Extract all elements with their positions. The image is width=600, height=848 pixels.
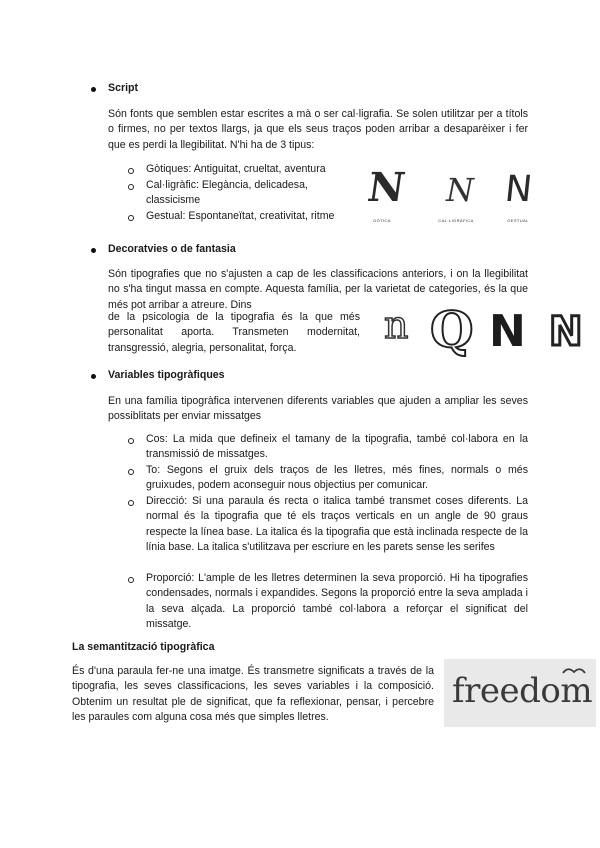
gothic-glyph: N <box>364 164 408 211</box>
decorative-glyph-bold-n: N <box>489 306 526 357</box>
script-item-gestural: Gestual: Espontaneïtat, creativitat, ritme <box>146 210 335 222</box>
decorative-paragraph: Són tipografies que no s'ajusten a cap de les classificacions anteriors, i on la llegibilitat no s'ha tingut massa en compte. Aquesta família, per la varietat de categories, és la que més pot arribar a atreure. Dins <box>108 268 528 311</box>
caption-calligraphic: CAL·LIGRÀFICA <box>438 218 474 223</box>
freedom-bird-icon <box>562 665 586 677</box>
script-paragraph: Són fonts que semblen estar escrites a mà o ser cal·ligrafia. Se solen utilitzar per a títols o firmes, no per textos llargs, ja que els seus traços poden arribar a desaparèixer i fer que es perdi la llegibilitat. N'hi ha de 3 tipus: <box>108 108 528 151</box>
freedom-image <box>444 659 596 727</box>
caption-gestural: GESTUAL <box>507 218 529 223</box>
sub-bullet <box>128 184 134 190</box>
variable-item-to: To: Segons el gruix dels traços de les lletres, més fines, normals o més gruixudes, podem aconseguir nous objectius per comunicar. <box>146 464 528 492</box>
script-heading: Script <box>108 82 139 94</box>
sub-bullet <box>128 168 134 174</box>
sub-bullet <box>128 215 134 221</box>
bullet-variables <box>91 374 96 379</box>
decorative-glyph-dotted-n: N <box>549 309 583 355</box>
semantic-heading: La semantització tipogràfica <box>72 641 215 653</box>
caption-gothic: GÒTICA <box>373 218 391 223</box>
variables-heading: Variables tipogràfiques <box>108 369 225 381</box>
variables-paragraph: En una família tipogràfica intervenen diferents variables que ajuden a ampliar les seves possiblitats per enviar missatges <box>108 395 528 423</box>
sub-bullet <box>128 438 134 444</box>
script-item-calligraphic: Cal·ligràfic: Elegància, delicadesa, classicisme <box>146 179 308 207</box>
script-item-gothic: Gòtiques: Antiguitat, crueltat, aventura <box>146 163 326 175</box>
sub-bullet <box>128 469 134 475</box>
decorative-paragraph-wrap <box>108 310 360 356</box>
variable-item-cos: Cos: La mida que defineix el tamany de la tipografia, també col·labora en la transmissió de missatges. <box>146 433 528 461</box>
semantic-paragraph: És d'una paraula fer-ne una imatge. És transmetre significats a través de la tipografia, les seves classificacions, les seves variables i la composició. Obtenim un resultat ple de significat, que fa reflexionar, pensar, i percebre les paraules com alguna cosa més que simples lletres. <box>72 665 434 724</box>
sub-bullet <box>128 577 134 583</box>
sub-bullet <box>128 500 134 506</box>
variable-item-direccio: Direcció: Si una paraula és recta o italica també transmet coses diferents. La normal és la tipografia que té els traços verticals en un angle de 90 graus respecte la línea base. La italica és la tipografia que està inclinada respecte de la línia base. La italica s'utilitzava per escriure en les parets sense les serifes <box>146 495 528 554</box>
bullet-decorative <box>91 248 96 253</box>
decorative-glyph-outline-n: n <box>384 303 409 347</box>
variable-item-proporcio: Proporció: L'ample de les lletres determinen la seva proporció. Hi ha tipografies condensades, normals i expandides. Segons la proporció entre la seva amplada i la seva alçada. La proporció també col·labora a reforçar el significat del missatge. <box>146 572 528 631</box>
decorative-heading: Decoratvies o de fantasia <box>108 243 236 255</box>
decorative-glyph-ribbon: Q <box>430 300 474 359</box>
decorative-paragraph-part2 <box>108 310 360 358</box>
freedom-word: freedom <box>452 671 593 711</box>
bullet-script <box>91 87 96 92</box>
calligraphic-glyph: N <box>446 171 474 209</box>
gestural-glyph: N <box>502 169 535 210</box>
decorative-paragraph-rest: de la psicologia de la tipografia és la que més personalitat aporta. Transmeten modernitat, transgressió, alegria, personalitat, força. <box>108 311 360 354</box>
